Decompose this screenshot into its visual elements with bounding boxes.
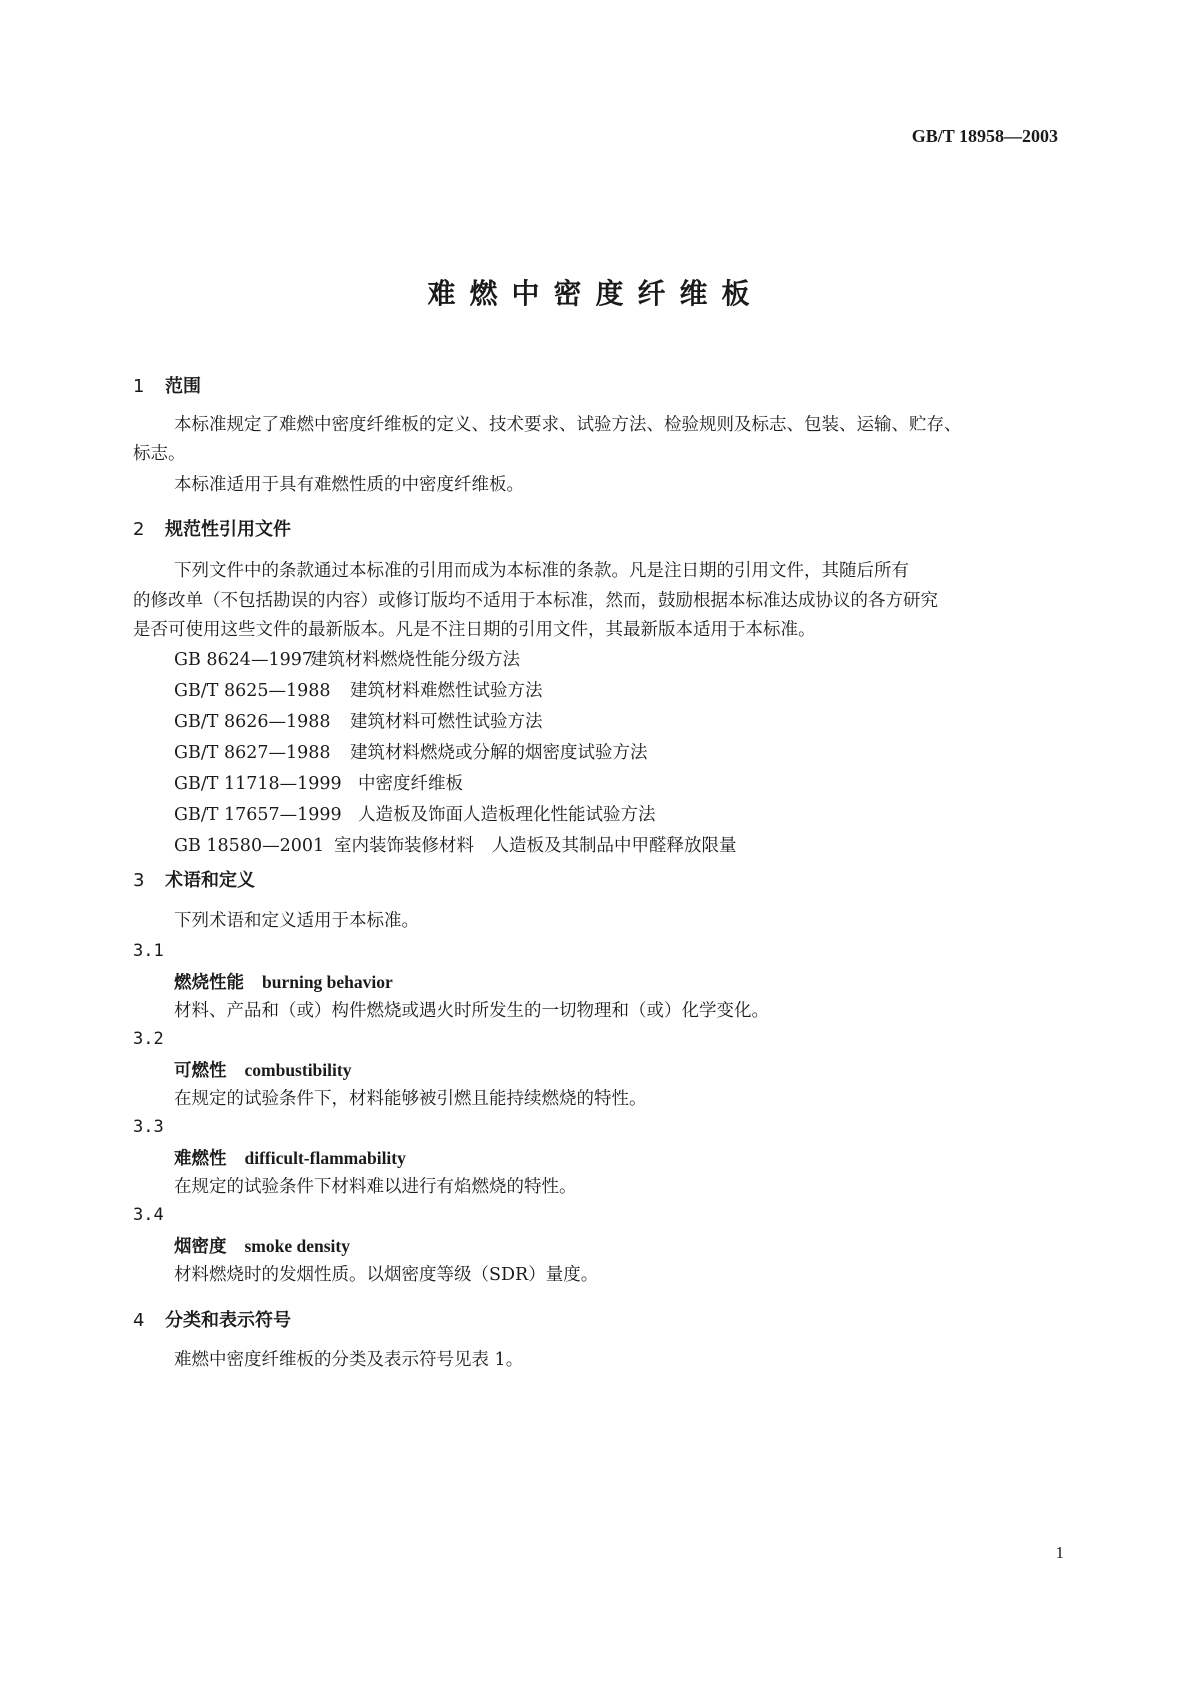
term-en: smoke density xyxy=(244,1236,350,1256)
reference-title: 建筑材料燃烧性能分级方法 xyxy=(310,650,520,670)
reference-item xyxy=(174,707,737,738)
term-number: 3.4 xyxy=(133,1205,164,1225)
reference-title: 建筑材料可燃性试验方法 xyxy=(350,712,543,732)
reference-code: GB/T 8626—1988 xyxy=(174,712,331,732)
s1-paragraph: 本标准适用于具有难燃性质的中密度纤维板。 xyxy=(174,475,524,495)
s2-intro-line: 的修改单（不包括勘误的内容）或修订版均不适用于本标准，然而，鼓励根据本标准达成协议的各方研究 xyxy=(133,591,938,611)
section-3-heading xyxy=(133,866,255,892)
section-number: 4 xyxy=(133,1310,145,1331)
term-heading xyxy=(174,969,393,994)
section-number: 2 xyxy=(133,519,145,540)
term-number: 3.1 xyxy=(133,941,164,961)
section-number: 1 xyxy=(133,376,145,397)
s1-paragraph-line: 标志。 xyxy=(133,444,186,464)
reference-title: 室内装饰装修材料 人造板及其制品中甲醛释放限量 xyxy=(334,836,737,856)
section-title: 术语和定义 xyxy=(165,870,255,891)
standard-code: GB/T 18958—2003 xyxy=(911,126,1058,146)
reference-title: 中密度纤维板 xyxy=(358,774,463,794)
s1-paragraph-line: 本标准规定了难燃中密度纤维板的定义、技术要求、试验方法、检验规则及标志、包装、运输、贮存、 xyxy=(174,415,962,435)
s2-intro-line: 下列文件中的条款通过本标准的引用而成为本标准的条款。凡是注日期的引用文件，其随后所有 xyxy=(174,561,909,581)
reference-title: 建筑材料燃烧或分解的烟密度试验方法 xyxy=(350,743,648,763)
section-4-heading xyxy=(133,1306,291,1332)
term-number: 3.2 xyxy=(133,1029,164,1049)
s3-intro: 下列术语和定义适用于本标准。 xyxy=(174,911,419,931)
term-zh: 可燃性 xyxy=(174,1061,227,1081)
term-definition: 材料燃烧时的发烟性质。以烟密度等级（SDR）量度。 xyxy=(174,1265,599,1285)
section-1-heading xyxy=(133,372,201,398)
section-title: 规范性引用文件 xyxy=(165,519,291,540)
section-title: 分类和表示符号 xyxy=(165,1310,291,1331)
reference-item xyxy=(174,645,737,676)
term-zh: 难燃性 xyxy=(174,1149,227,1169)
term-definition: 在规定的试验条件下，材料能够被引燃且能持续燃烧的特性。 xyxy=(174,1089,647,1109)
reference-code: GB/T 17657—1999 xyxy=(174,805,342,825)
section-title: 范围 xyxy=(165,376,201,397)
reference-item xyxy=(174,800,737,831)
term-heading xyxy=(174,1233,350,1258)
reference-item xyxy=(174,738,737,769)
term-heading xyxy=(174,1145,406,1170)
section-2-heading xyxy=(133,515,291,541)
term-en: difficult-flammability xyxy=(244,1148,406,1168)
s2-intro-line: 是否可使用这些文件的最新版本。凡是不注日期的引用文件，其最新版本适用于本标准。 xyxy=(133,620,816,640)
term-definition: 材料、产品和（或）构件燃烧或遇火时所发生的一切物理和（或）化学变化。 xyxy=(174,1001,769,1021)
reference-item xyxy=(174,831,737,862)
reference-title: 人造板及饰面人造板理化性能试验方法 xyxy=(358,805,656,825)
reference-list xyxy=(174,645,737,862)
reference-item xyxy=(174,676,737,707)
term-en: burning behavior xyxy=(262,972,393,992)
s4-paragraph: 难燃中密度纤维板的分类及表示符号见表 1。 xyxy=(174,1350,524,1370)
reference-code: GB/T 8627—1988 xyxy=(174,743,331,763)
reference-code: GB/T 8625—1988 xyxy=(174,681,331,701)
reference-code: GB/T 11718—1999 xyxy=(174,774,342,794)
term-zh: 烟密度 xyxy=(174,1237,227,1257)
term-definition: 在规定的试验条件下材料难以进行有焰燃烧的特性。 xyxy=(174,1177,577,1197)
page-number: 1 xyxy=(1055,1543,1064,1562)
term-number: 3.3 xyxy=(133,1117,164,1137)
reference-code: GB 18580—2001 xyxy=(174,836,325,856)
reference-code: GB 8624—1997 xyxy=(174,650,313,670)
document-title: 难燃中密度纤维板 xyxy=(427,277,764,310)
section-number: 3 xyxy=(133,870,145,891)
term-zh: 燃烧性能 xyxy=(174,973,244,993)
term-heading xyxy=(174,1057,351,1082)
reference-title: 建筑材料难燃性试验方法 xyxy=(350,681,543,701)
reference-item xyxy=(174,769,737,800)
term-en: combustibility xyxy=(244,1060,352,1080)
